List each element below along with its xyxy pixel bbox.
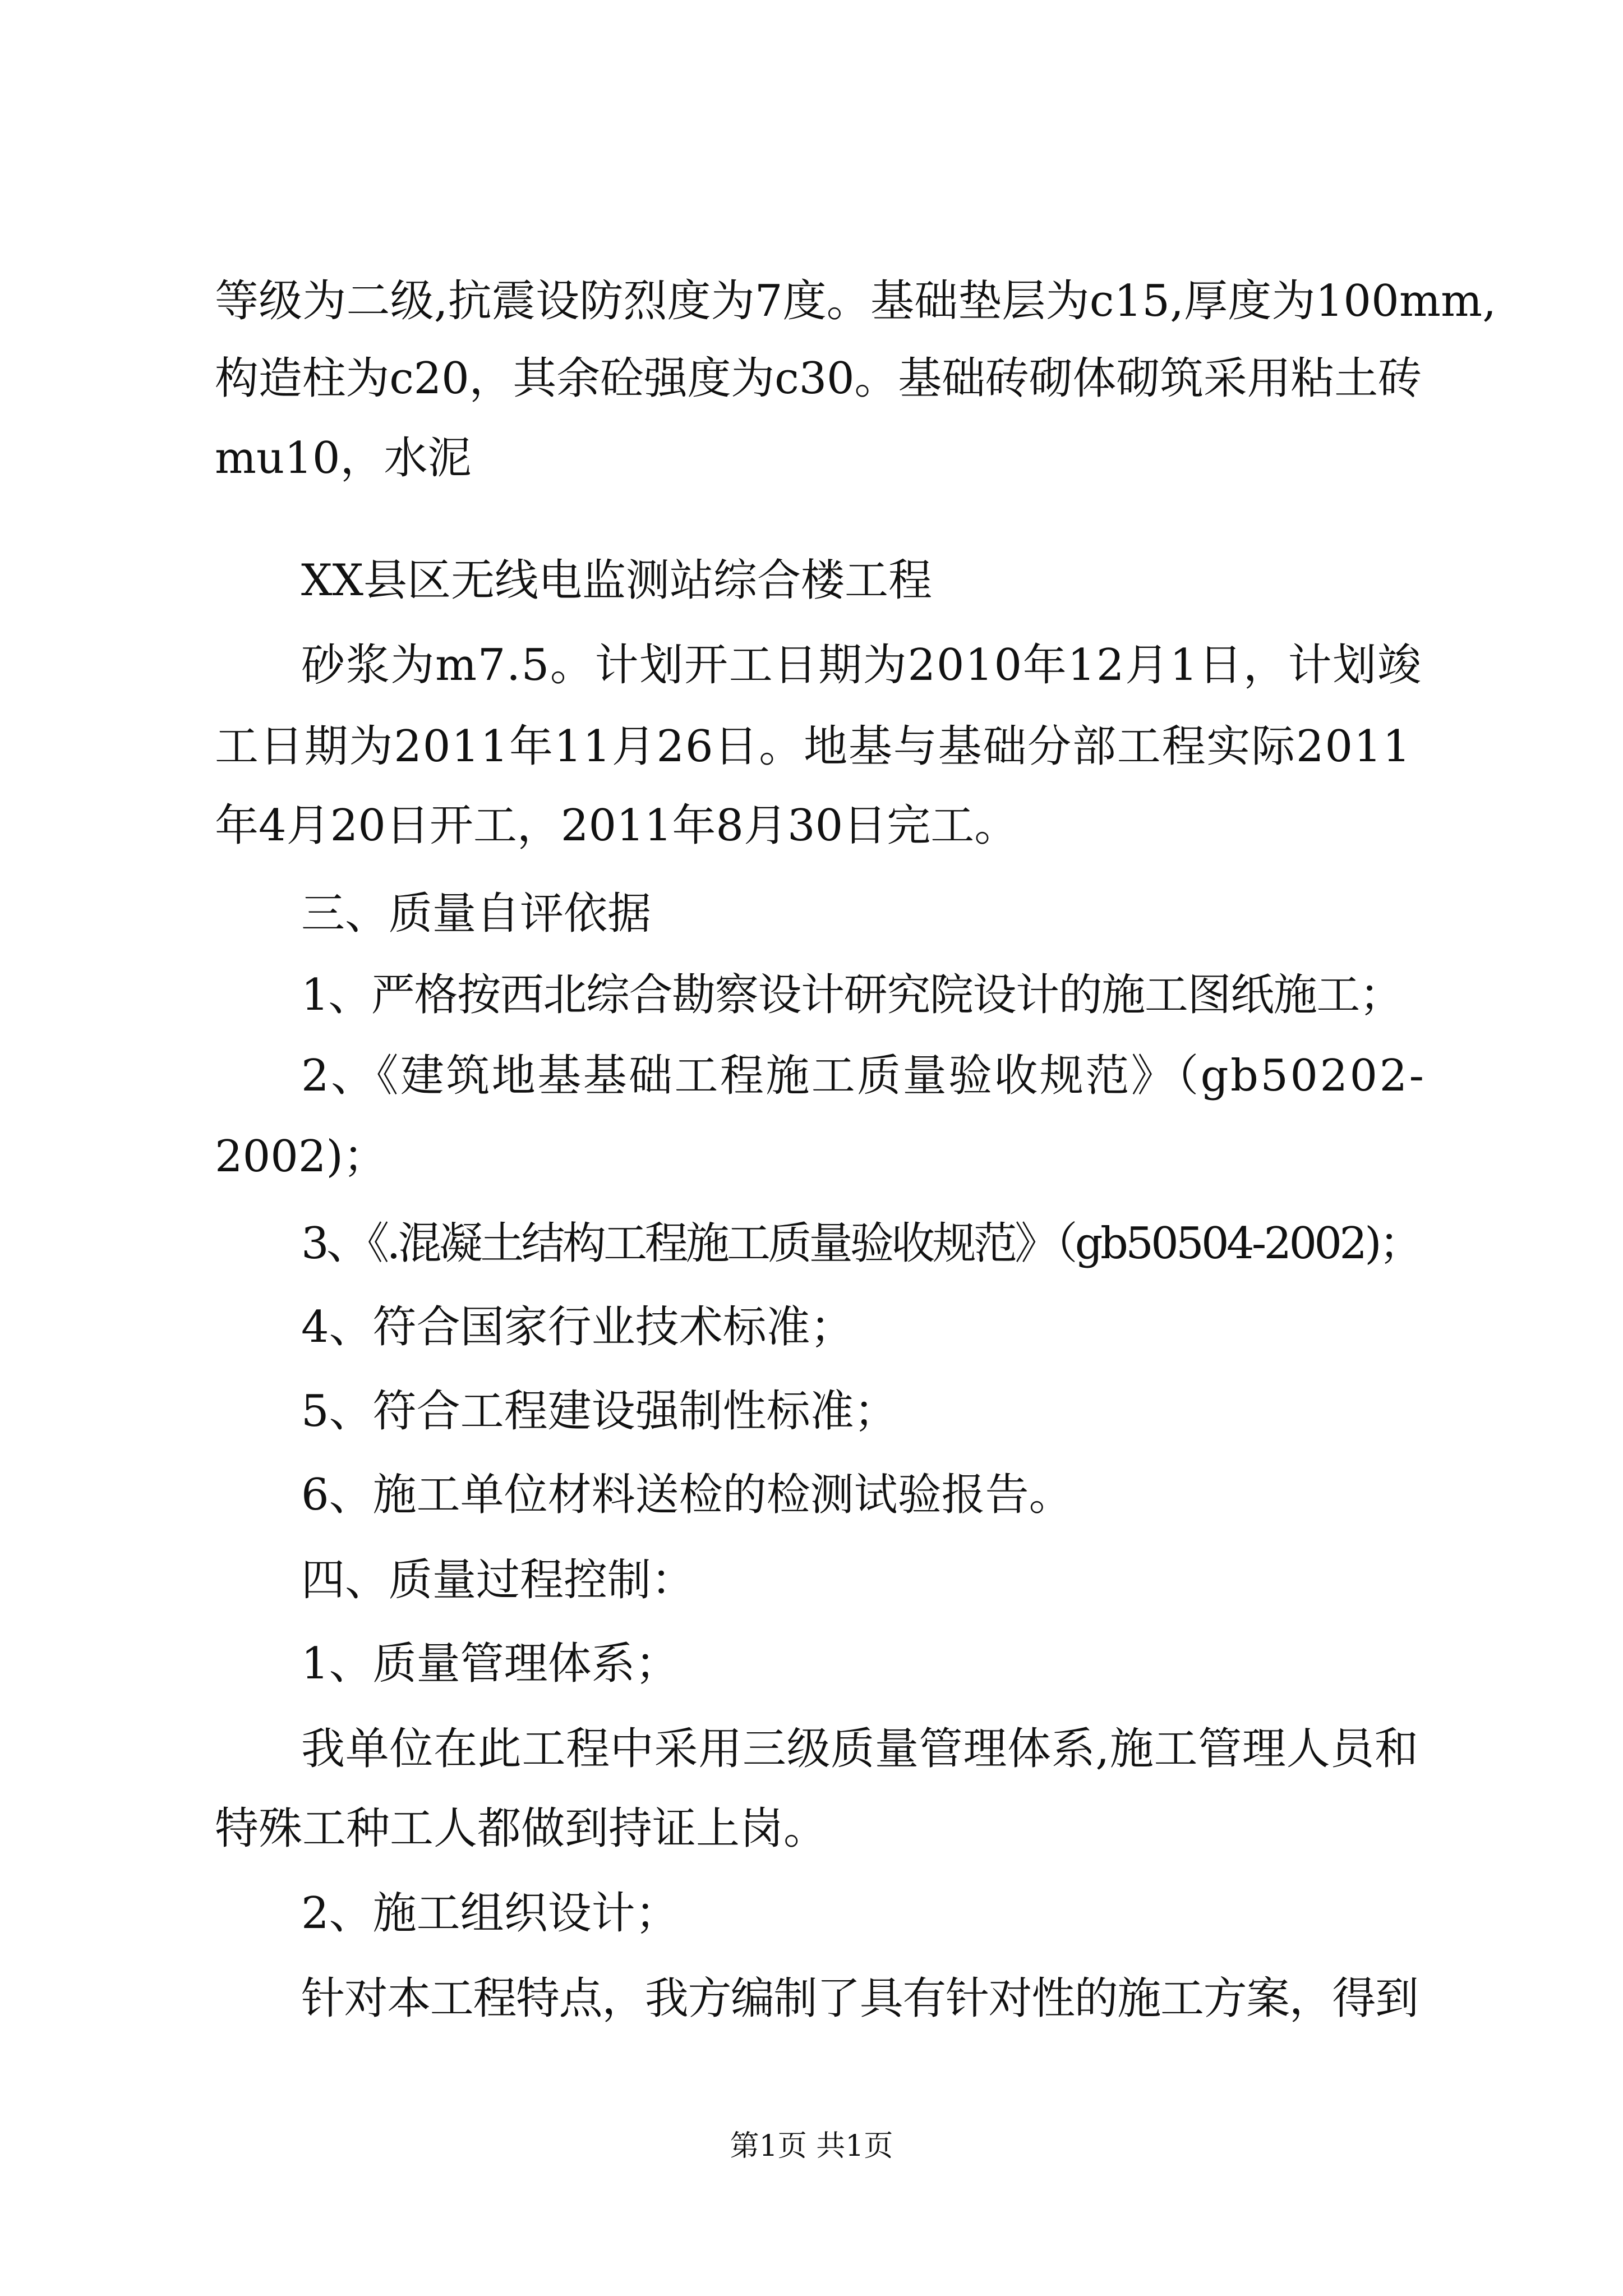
text-line: 1、严格按西北综合勘察设计研究院设计的施工图纸施工； [301,970,1403,1020]
text-line: 砂浆为m7.5。计划开工日期为2010年12月1日，计划竣 [301,640,1422,691]
text-line: 特殊工种工人都做到持证上岗。 [215,1803,828,1854]
text-line: 2、《建筑地基基础工程施工质量验收规范》（gb50202- [301,1051,1426,1101]
text-line: 等级为二级,抗震设防烈度为7度。基础垫层为c15,厚度为100mm, [215,276,1497,326]
text-line: 四、质量过程控制： [301,1555,695,1605]
text-line: 工日期为2011年11月26日。地基与基础分部工程实际2011 [215,721,1412,772]
text-line: 三、质量自评依据 [301,889,652,939]
text-line: 构造柱为c20，其余砼强度为c30。基础砖砌体砌筑采用粘土砖 [215,353,1422,404]
text-line: 4、符合国家行业技术标准； [301,1302,854,1352]
text-line: 6、施工单位材料送检的检测试验报告。 [301,1470,1073,1520]
text-line: 2002)； [215,1131,387,1182]
text-line: 年4月20日开工，2011年8月30日完工。 [215,800,1018,851]
text-line: 3、《.混凝土结构工程施工质量验收规范》（gb50504-2002)； [301,1218,1421,1269]
page-footer: 第1页 共1页 [730,2129,893,2163]
text-line: 2、施工组织设计； [301,1888,679,1939]
text-line: 针对本工程特点，我方编制了具有针对性的施工方案，得到 [301,1973,1418,2024]
text-line: 5、符合工程建设强制性标准； [301,1386,898,1437]
text-line: XX县区无线电监测站综合楼工程 [301,555,933,606]
text-line: 我单位在此工程中采用三级质量管理体系,施工管理人员和 [301,1724,1419,1774]
text-line: 1、质量管理体系； [301,1639,679,1689]
text-line: mu10，水泥 [215,433,472,484]
